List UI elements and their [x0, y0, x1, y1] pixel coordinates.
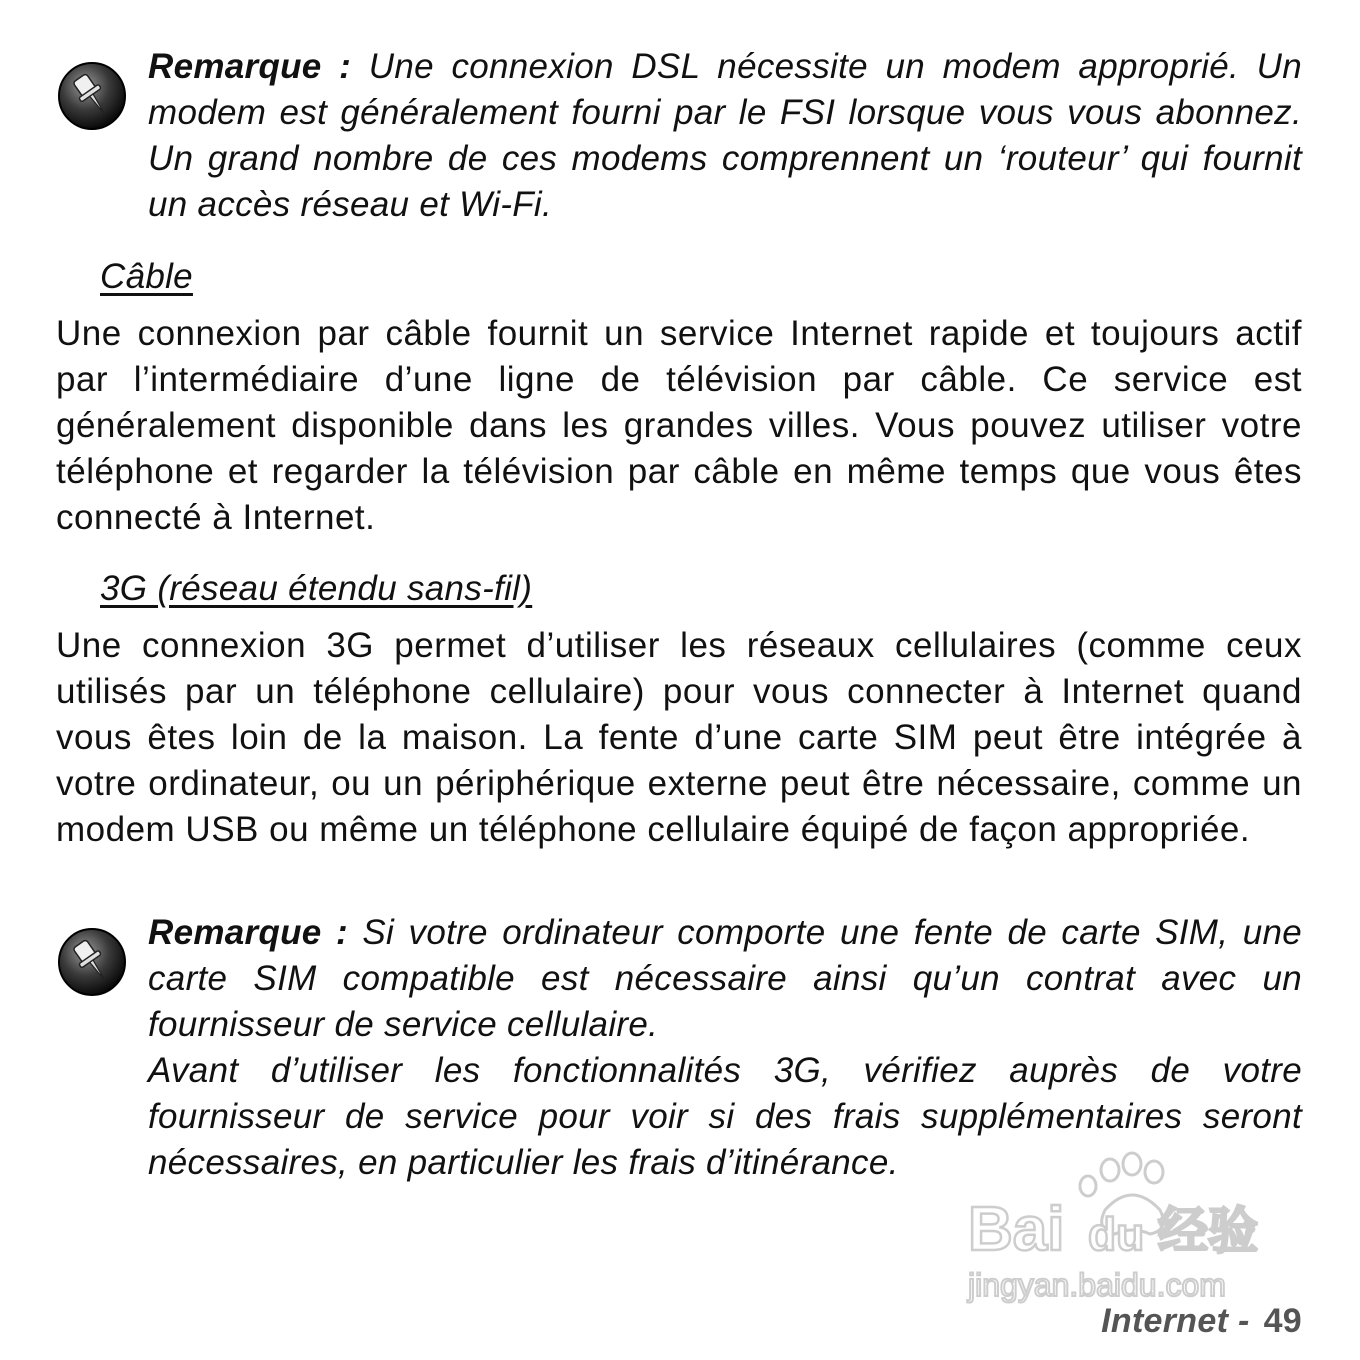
- note-text-2: Avant d’utiliser les fonctionnalités 3G, vérifiez auprès de votre fournisseur de service pour voir si des frais supplémentaires seront nécessaires, en particulier les frais d’itinérance.: [148, 1051, 1302, 1182]
- note-label: Remarque :: [148, 913, 348, 952]
- watermark-url: jingyan.baidu.com: [968, 1267, 1226, 1303]
- footer-section: Internet -: [1101, 1302, 1250, 1340]
- note-text: Une connexion DSL nécessite un modem approprié. Un modem est généralement fourni par le FSI lorsque vous vous abonnez. Un grand nombre de ces modems comprennent un ‘routeur’ qui fournit un accès réseau et Wi-Fi.: [148, 47, 1302, 224]
- pushpin-icon: [56, 60, 128, 132]
- note-label: Remarque :: [148, 47, 352, 86]
- heading-cable: Câble: [100, 257, 193, 296]
- note-body: [148, 910, 1302, 1186]
- note-text: Si votre ordinateur comporte une fente de carte SIM, une carte SIM compatible est nécessaire ainsi qu’un contrat avec un fournisseur de service cellulaire.: [148, 913, 1302, 1044]
- watermark-brand-cn: 经验: [1158, 1202, 1258, 1260]
- paragraph-3g: Une connexion 3G permet d’utiliser les réseaux cellulaires (comme ceux utilisés par un téléphone cellulaire) pour vous connecter à Internet quand vous êtes loin de la maison. La fente d’une carte SIM peut être intégrée à votre ordinateur, ou un périphérique externe peut être nécessaire, comme un modem USB ou même un téléphone cellulaire équipé de façon appropriée.: [56, 626, 1302, 849]
- note-body: [148, 44, 1302, 228]
- note-dsl: [56, 44, 1302, 228]
- baidu-watermark: [960, 1150, 1280, 1310]
- page-number: 49: [1263, 1302, 1302, 1340]
- heading-3g: 3G (réseau étendu sans-fil): [100, 569, 533, 608]
- note-sim: [56, 910, 1302, 1186]
- pushpin-icon: [56, 926, 128, 998]
- paragraph-cable: Une connexion par câble fournit un service Internet rapide et toujours actif par l’intermédiaire d’une ligne de télévision par câble. Ce service est généralement disponible dans les grandes villes. Vous pouvez utiliser votre téléphone et regarder la télévision par câble en même temps que vous êtes connecté à Internet.: [56, 314, 1302, 537]
- page-footer: [1101, 1302, 1302, 1341]
- watermark-brand: Bai: [968, 1195, 1065, 1264]
- watermark-brand-2: du: [1088, 1208, 1145, 1260]
